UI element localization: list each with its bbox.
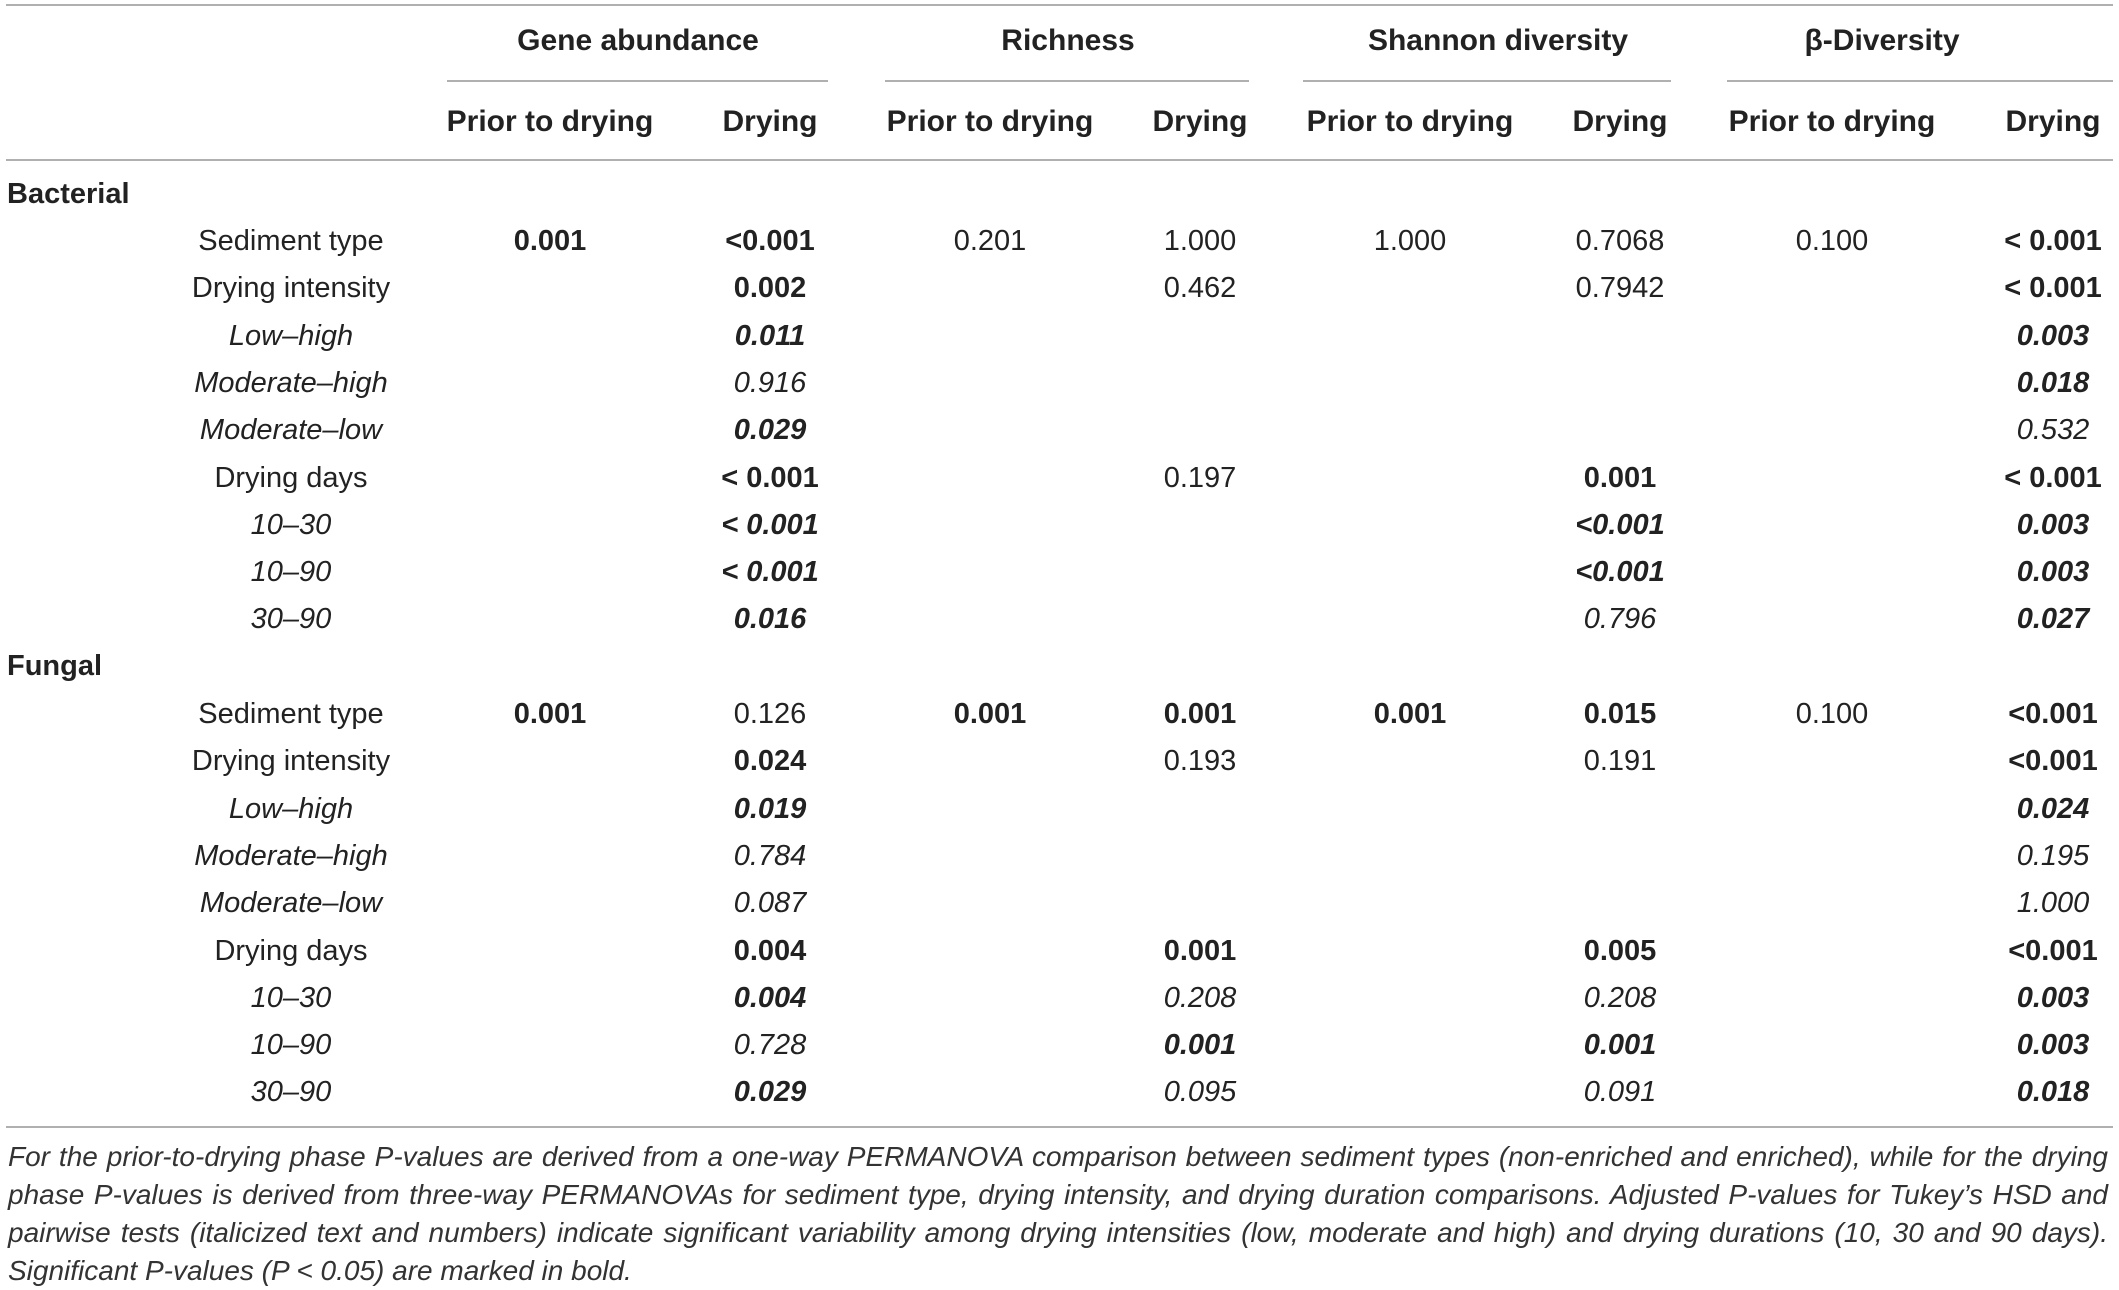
- table-cell: 0.003: [2016, 982, 2090, 1014]
- row-label: Sediment type: [198, 225, 384, 257]
- table-cell: 0.7068: [1575, 225, 1665, 257]
- table-cell: 0.796: [1583, 603, 1657, 635]
- table-cell: 0.001: [1583, 1029, 1657, 1061]
- table-footnote: [8, 1138, 2108, 1290]
- table-cell: 0.001: [513, 225, 587, 257]
- table-cell: 0.001: [1163, 1029, 1237, 1061]
- row-label: Drying days: [214, 935, 368, 967]
- table-cell: 0.001: [1163, 698, 1237, 730]
- table-cell: 1.000: [1373, 225, 1447, 257]
- table-cell: 0.784: [733, 840, 807, 872]
- table-cell: 0.193: [1163, 745, 1237, 777]
- row-label: Low–high: [228, 320, 354, 352]
- group-header: Richness: [1001, 24, 1135, 57]
- table-cell: 0.001: [513, 698, 587, 730]
- table-cell: < 0.001: [2004, 462, 2102, 494]
- table-cell: <0.001: [1575, 509, 1665, 541]
- table-cell: 0.027: [2016, 603, 2090, 635]
- table-cell: 0.916: [733, 367, 807, 399]
- table-cell: <0.001: [2008, 935, 2098, 967]
- row-label: Moderate–high: [194, 840, 388, 872]
- group-header-rule: [1727, 80, 2113, 82]
- table-cell: < 0.001: [2004, 225, 2102, 257]
- row-label: 10–90: [250, 1029, 332, 1061]
- section-title: Fungal: [7, 650, 103, 682]
- row-label: 10–90: [250, 556, 332, 588]
- footnote-line: Significant P-values (P < 0.05) are marked in bold.: [8, 1255, 632, 1286]
- row-label: Moderate–high: [194, 367, 388, 399]
- table-cell: 0.001: [1163, 935, 1237, 967]
- row-label: Drying intensity: [191, 272, 391, 304]
- table-cell: 1.000: [2016, 887, 2090, 919]
- table-cell: 0.003: [2016, 1029, 2090, 1061]
- row-label: 10–30: [250, 509, 332, 541]
- column-header: Drying: [2005, 105, 2101, 138]
- table-cell: < 0.001: [721, 509, 819, 541]
- table-cell: 0.018: [2016, 367, 2090, 399]
- table-cell: 0.029: [733, 1076, 807, 1108]
- column-header: Prior to drying: [886, 105, 1094, 138]
- column-header: Prior to drying: [1306, 105, 1514, 138]
- table-cell: 0.003: [2016, 320, 2090, 352]
- table-cell: 0.100: [1795, 225, 1869, 257]
- table-cell: <0.001: [1575, 556, 1665, 588]
- table-cell: 0.005: [1583, 935, 1657, 967]
- row-label: Moderate–low: [199, 887, 383, 919]
- table-cell: 1.000: [1163, 225, 1237, 257]
- row-label: Low–high: [228, 793, 354, 825]
- footnote-line: pairwise tests (italicized text and numbers) indicate significant variability among drying intensities (low, moderate and high) and drying durations (10, 30 and 90 days).: [8, 1217, 2108, 1248]
- footnote-line: phase P-values is derived from three-way PERMANOVAs for sediment type, drying intensity, and drying duration comparisons. Adjusted P-values for Tukey’s HSD and: [8, 1179, 2108, 1210]
- table-cell: 0.011: [734, 320, 806, 352]
- table-cell: 0.201: [953, 225, 1027, 257]
- table-cell: 0.003: [2016, 509, 2090, 541]
- table-cell: 0.001: [1373, 698, 1447, 730]
- table-cell: 0.091: [1583, 1076, 1657, 1108]
- table-cell: 0.029: [733, 414, 807, 446]
- table-cell: 0.018: [2016, 1076, 2090, 1108]
- column-header: Drying: [1152, 105, 1248, 138]
- table-cell: 0.002: [733, 272, 807, 304]
- table-cell: 0.197: [1163, 462, 1237, 494]
- table-cell: 0.019: [733, 793, 807, 825]
- group-header-rule: [885, 80, 1249, 82]
- table-cell: 0.015: [1583, 698, 1657, 730]
- column-header: Drying: [1572, 105, 1668, 138]
- table-cell: 0.016: [733, 603, 807, 635]
- row-label: 30–90: [250, 603, 332, 635]
- table-cell: 0.004: [733, 982, 807, 1014]
- table-bottom-rule: [6, 1126, 2113, 1128]
- table-cell: 0.728: [733, 1029, 807, 1061]
- row-label: 10–30: [250, 982, 332, 1014]
- table-cell: 0.001: [1583, 462, 1657, 494]
- row-label: Sediment type: [198, 698, 384, 730]
- table-cell: < 0.001: [721, 462, 819, 494]
- row-label: Drying days: [214, 462, 368, 494]
- group-header-rule: [447, 80, 828, 82]
- section-title: Bacterial: [7, 178, 130, 210]
- column-header: Drying: [722, 105, 818, 138]
- table-cell: 0.208: [1163, 982, 1237, 1014]
- group-header: β-Diversity: [1804, 24, 1960, 57]
- table-cell: 0.100: [1795, 698, 1869, 730]
- table-cell: 0.004: [733, 935, 807, 967]
- table-cell: 0.126: [733, 698, 807, 730]
- table-cell: 0.087: [733, 887, 807, 919]
- table-cell: 0.001: [953, 698, 1027, 730]
- footnote-line: For the prior-to-drying phase P-values are derived from a one-way PERMANOVA comparison between sediment types (non-enriched and enriched), while for the drying: [8, 1141, 2108, 1172]
- header-bottom-rule: [6, 159, 2113, 161]
- group-header: Shannon diversity: [1367, 24, 1629, 57]
- table-cell: 0.003: [2016, 556, 2090, 588]
- row-label: 30–90: [250, 1076, 332, 1108]
- column-header: Prior to drying: [1728, 105, 1936, 138]
- row-label: Moderate–low: [199, 414, 383, 446]
- table-cell: < 0.001: [2004, 272, 2102, 304]
- table-cell: <0.001: [2008, 745, 2098, 777]
- table-cell: 0.7942: [1575, 272, 1665, 304]
- table-cell: <0.001: [2008, 698, 2098, 730]
- row-label: Drying intensity: [191, 745, 391, 777]
- table-cell: 0.532: [2016, 414, 2090, 446]
- table-cell: 0.195: [2016, 840, 2090, 872]
- table-cell: 0.095: [1163, 1076, 1237, 1108]
- table-top-rule: [6, 4, 2113, 6]
- table-cell: 0.462: [1163, 272, 1237, 304]
- table-cell: 0.024: [2016, 793, 2090, 825]
- table-cell: <0.001: [725, 225, 815, 257]
- column-header: Prior to drying: [446, 105, 654, 138]
- table-cell: 0.024: [733, 745, 807, 777]
- group-header-rule: [1303, 80, 1671, 82]
- table-cell: 0.208: [1583, 982, 1657, 1014]
- group-header: Gene abundance: [517, 24, 759, 57]
- table-cell: < 0.001: [721, 556, 819, 588]
- table-cell: 0.191: [1583, 745, 1657, 777]
